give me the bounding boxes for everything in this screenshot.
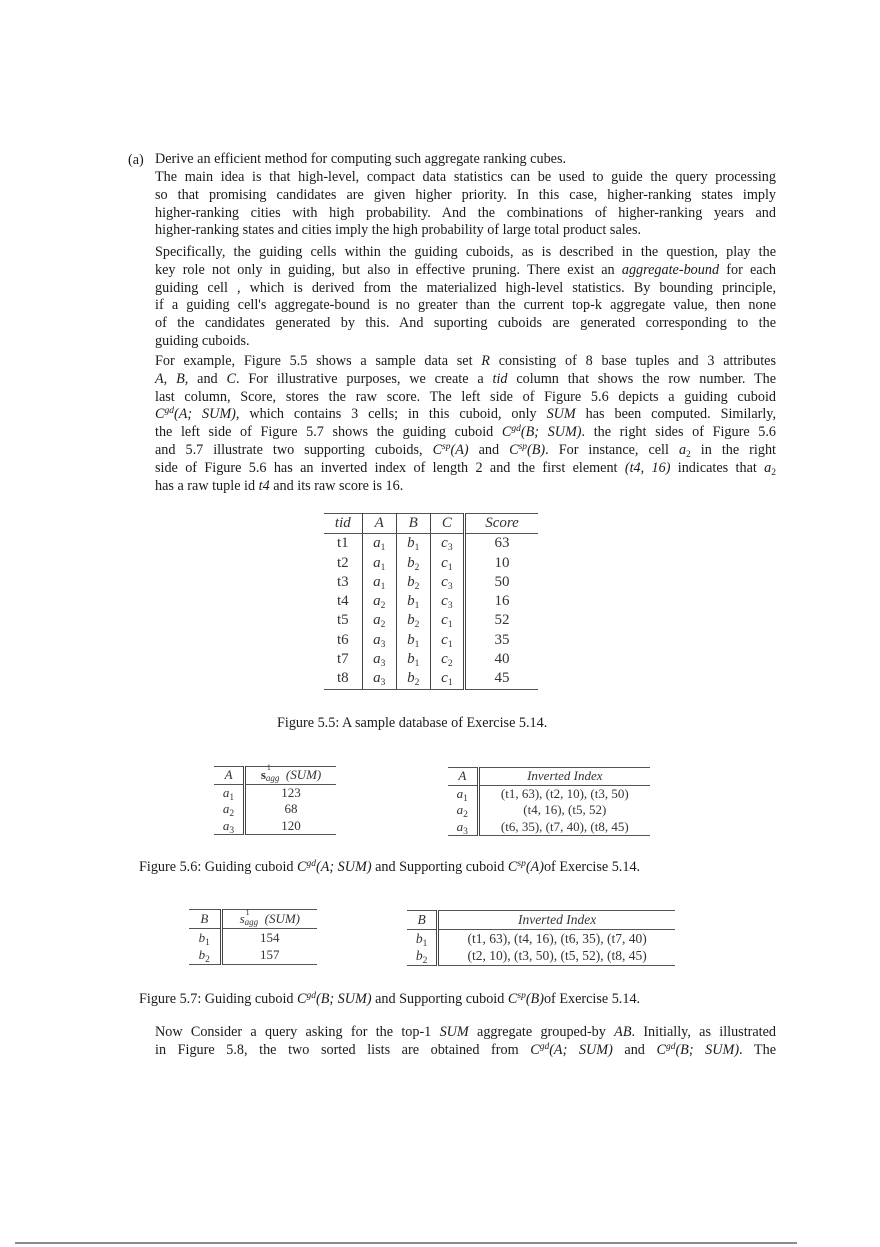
cell-a: $a_1$ bbox=[362, 554, 396, 573]
text-line: so that promising candidates are given higher priority. In this case, higher-ranking states imply bbox=[155, 186, 776, 203]
cell-b: $b_1$ bbox=[396, 650, 430, 669]
table-row bbox=[324, 534, 538, 554]
table-row bbox=[324, 592, 538, 611]
figure-5-6-guiding-cuboid-table bbox=[214, 763, 336, 836]
table-row bbox=[324, 554, 538, 573]
table-row bbox=[407, 947, 675, 965]
text-line: in Figure 5.8, the two sorted lists are obtained from $C^{gd}(A$; SUM) and $C^{gd}(B$; SUM). The bbox=[155, 1041, 776, 1058]
figure-5-7-guiding-cuboid-table bbox=[189, 909, 317, 965]
cell-key: $a_3$ bbox=[214, 818, 245, 835]
cell-tid: t1 bbox=[324, 534, 362, 554]
table-row bbox=[448, 819, 650, 836]
cell-tid: t7 bbox=[324, 650, 362, 669]
cell-value: 154 bbox=[260, 929, 280, 945]
cell-score: 10 bbox=[494, 554, 510, 571]
column-header-b: B bbox=[396, 514, 430, 534]
text-line: the left side of Figure 5.7 shows the guiding cuboid $C^{gd}(B$; SUM). the right sides of Figure 5.6 bbox=[155, 424, 776, 441]
text-line: of the candidates generated by this. And suporting cuboids are generated corresponding to the bbox=[155, 315, 776, 332]
text-line: guiding cell , which is derived from the materialized high-level statistics. By bounding principle, bbox=[155, 279, 776, 296]
text-line: A, B, and C. For illustrative purposes, we create a tid column that shows the row number. The bbox=[155, 370, 777, 387]
cell-c: $c_3$ bbox=[430, 592, 464, 611]
text-line: Specifically, the guiding cells within the guiding cuboids, as is described in the question, play the bbox=[155, 244, 776, 260]
column-header-s-agg-sum: s 1 agg (SUM) bbox=[245, 767, 336, 785]
table-row bbox=[324, 631, 538, 650]
cell-a: $a_1$ bbox=[362, 534, 396, 554]
cell-b: $b_2$ bbox=[396, 669, 430, 689]
cell-score: 16 bbox=[494, 593, 510, 610]
paragraph-main-idea bbox=[155, 169, 776, 240]
cell-b: $b_1$ bbox=[396, 592, 430, 611]
text-line: For example, Figure 5.5 shows a sample data set R consisting of 8 base tuples and 3 attributes bbox=[155, 353, 776, 369]
cell-a: $a_2$ bbox=[362, 592, 396, 611]
figure-5-5-table bbox=[324, 513, 538, 690]
table-header-row bbox=[407, 911, 675, 930]
column-header-inverted-index: Inverted Index bbox=[438, 911, 675, 930]
figure-5-7-supporting-cuboid-table bbox=[407, 910, 675, 966]
paragraph-query bbox=[155, 1024, 776, 1060]
cell-tid: t2 bbox=[324, 554, 362, 573]
cell-value: (t1, 63), (t2, 10), (t3, 50) bbox=[500, 785, 629, 801]
column-header-b: B bbox=[189, 910, 221, 929]
cell-b: $b_2$ bbox=[396, 611, 430, 630]
cell-tid: t5 bbox=[324, 611, 362, 630]
cell-c: $c_1$ bbox=[430, 611, 464, 630]
cell-c: $c_3$ bbox=[430, 534, 464, 554]
footer-rule bbox=[15, 1242, 797, 1244]
cell-c: $c_1$ bbox=[430, 669, 464, 689]
cell-score: 40 bbox=[494, 651, 510, 668]
column-header-a: A bbox=[448, 768, 478, 786]
table-row bbox=[189, 946, 317, 964]
cell-tid: t4 bbox=[324, 592, 362, 611]
cell-tid: t8 bbox=[324, 669, 362, 689]
figure-5-6-caption: Figure 5.6: Guiding cuboid $C^{gd}(A$; SUM) and Supporting cuboid $C^{sp}(A)of$ Exercise 5.14. bbox=[139, 859, 641, 875]
column-header-a: A bbox=[214, 767, 245, 785]
cell-a: $a_3$ bbox=[362, 669, 396, 689]
cell-key: $a_3$ bbox=[448, 819, 478, 836]
cell-key: $a_1$ bbox=[448, 785, 478, 802]
table-row bbox=[324, 573, 538, 592]
table-row bbox=[448, 785, 650, 802]
table-header-row bbox=[448, 768, 650, 786]
column-header-tid: tid bbox=[324, 514, 362, 534]
text-line: has a raw tuple id t4 and its raw score is 16. bbox=[155, 477, 404, 494]
cell-score: 35 bbox=[494, 631, 510, 648]
cell-key: $b_2$ bbox=[189, 946, 221, 964]
cell-value: (t2, 10), (t3, 50), (t5, 52), (t8, 45) bbox=[438, 947, 675, 965]
table-row bbox=[407, 929, 675, 947]
cell-b: $b_1$ bbox=[396, 631, 430, 650]
item-title-text: Derive an efficient method for computing such aggregate ranking cubes. bbox=[155, 151, 567, 167]
cell-a: $a_3$ bbox=[362, 650, 396, 669]
cell-key: $a_2$ bbox=[448, 802, 478, 819]
column-header-a: A bbox=[362, 514, 396, 534]
item-title bbox=[155, 151, 776, 169]
column-header-b: B bbox=[407, 911, 438, 930]
table-header-row bbox=[214, 767, 336, 785]
cell-tid: t6 bbox=[324, 631, 362, 650]
text-line: The main idea is that high-level, compact data statistics can be used to guide the query processing bbox=[155, 169, 776, 185]
cell-c: $c_1$ bbox=[430, 554, 464, 573]
cell-value: (t6, 35), (t7, 40), (t8, 45) bbox=[478, 819, 650, 836]
cell-value: 123 bbox=[281, 784, 301, 800]
cell-b: $b_2$ bbox=[396, 573, 430, 592]
emphasis-term: aggregate-bound bbox=[621, 261, 720, 278]
table-header-row bbox=[189, 910, 317, 929]
cell-c: $c_1$ bbox=[430, 631, 464, 650]
cell-b: $b_2$ bbox=[396, 554, 430, 573]
cell-c: $c_3$ bbox=[430, 573, 464, 592]
cell-score: 52 bbox=[494, 612, 510, 629]
cell-score: 45 bbox=[465, 669, 539, 689]
table-row bbox=[214, 801, 336, 818]
cell-value: (t1, 63), (t4, 16), (t6, 35), (t7, 40) bbox=[467, 930, 647, 946]
figure-5-5-caption: Figure 5.5: A sample database of Exercise 5.14. bbox=[277, 715, 548, 731]
text-line: and 5.7 illustrate two supporting cuboids, $C^{sp}(A)$ and $C^{sp}(B)$. For instance, cell $a_2$ in the right bbox=[155, 441, 776, 460]
paragraph-guiding-cells bbox=[155, 244, 776, 351]
text-line: last column, Score, stores the raw score. The left side of Figure 5.6 depicts a guiding cuboid bbox=[155, 388, 776, 405]
table-row bbox=[214, 784, 336, 801]
table-row bbox=[324, 650, 538, 669]
cell-value: (t4, 16), (t5, 52) bbox=[523, 802, 607, 817]
cell-key: $a_1$ bbox=[214, 784, 245, 801]
text-line: Now Consider a query asking for the top-1 SUM aggregate grouped-by AB. Initially, as illustrated bbox=[155, 1024, 777, 1040]
figure-5-6-supporting-cuboid-table bbox=[448, 767, 650, 836]
cell-c: $c_2$ bbox=[430, 650, 464, 669]
cell-tid: t3 bbox=[324, 573, 362, 592]
cell-value: 120 bbox=[245, 818, 336, 835]
text-line: guiding cuboids. bbox=[155, 332, 250, 349]
column-header-score: Score bbox=[465, 514, 539, 534]
cell-b: $b_1$ bbox=[396, 534, 430, 554]
cell-value: 68 bbox=[284, 801, 298, 816]
cell-key: $a_2$ bbox=[214, 801, 245, 818]
paragraph-example bbox=[155, 353, 776, 495]
column-header-c: C bbox=[430, 514, 464, 534]
cell-a: $a_2$ bbox=[362, 611, 396, 630]
cell-key: $b_2$ bbox=[407, 947, 438, 965]
item-label: (a) bbox=[128, 152, 144, 168]
table-header-row bbox=[324, 514, 538, 534]
table-row bbox=[324, 611, 538, 630]
figure-5-7-caption: Figure 5.7: Guiding cuboid $C^{gd}(B$; SUM) and Supporting cuboid $C^{sp}(B)of$ Exercise 5.14. bbox=[139, 991, 641, 1007]
table-row bbox=[324, 669, 538, 689]
cell-a: $a_3$ bbox=[362, 631, 396, 650]
cell-key: $b_1$ bbox=[407, 929, 438, 947]
cell-score: 50 bbox=[494, 573, 510, 590]
text-line: key role not only in guiding, but also in effective pruning. There exist an aggregate-bound for each bbox=[155, 261, 776, 278]
column-header-s-agg-sum: s 1 agg (SUM) bbox=[221, 910, 317, 929]
text-line: side of Figure 5.6 has an inverted index of length 2 and the first element (t4, 16) indicates that $a_2$ bbox=[155, 459, 776, 478]
table-row bbox=[448, 802, 650, 819]
text-line: $C^{gd}(A$; SUM), which contains 3 cells; in this cuboid, only SUM has been computed. Similarly, bbox=[155, 406, 777, 423]
cell-key: $b_1$ bbox=[189, 928, 221, 946]
text-line: if a guiding cell's aggregate-bound is no greater than the current top-k aggregate value, then none bbox=[155, 297, 776, 314]
column-header-inverted-index: Inverted Index bbox=[478, 768, 650, 786]
text-line: higher-ranking states and cities imply the high probability of large total product sales. bbox=[155, 222, 642, 239]
text-line: higher-ranking cities with high probability. And the combinations of higher-ranking years and bbox=[155, 204, 776, 221]
cell-value: 157 bbox=[221, 946, 317, 964]
table-row bbox=[214, 818, 336, 835]
cell-score: 63 bbox=[494, 535, 510, 552]
cell-a: $a_1$ bbox=[362, 573, 396, 592]
